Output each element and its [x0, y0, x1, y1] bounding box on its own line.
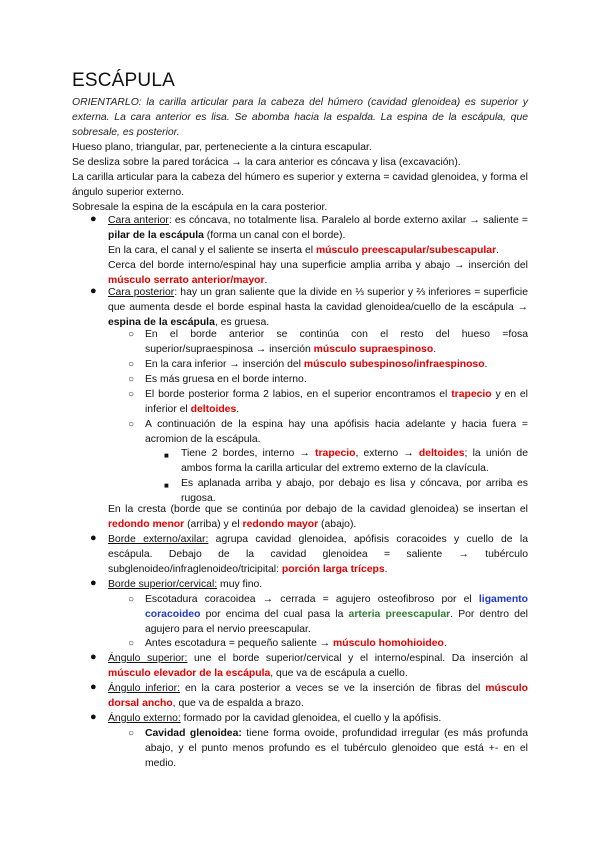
paragraph-4: Sobresale la espina de la escápula en la cara posterior.: [72, 202, 328, 213]
bold-term: espina de la escápula: [108, 317, 215, 329]
text-span: En la cara, el canal y el saliente se inserta el: [108, 245, 316, 256]
bullet-icon: ●: [90, 532, 97, 544]
paragraph-1: Hueso plano, triangular, par, perteneciente a la cintura escapular.: [72, 142, 372, 153]
list-item-angulo-externo: [108, 711, 528, 726]
cara-posterior-sub-3: Es más gruesa en el borde interno.: [145, 374, 307, 385]
text-span: .: [443, 638, 447, 649]
angulo-inferior-label: Ángulo inferior:: [108, 683, 180, 694]
muscle-term: músculo supraespinoso: [313, 344, 434, 356]
angulo-superior-label: Ángulo superior:: [108, 653, 188, 664]
text-span: , que va de escápula a cuello.: [270, 668, 408, 680]
circle-bullet-icon: ○: [128, 329, 135, 340]
bullet-icon: ●: [90, 285, 97, 297]
text-span: : es cóncava, no totalmente lisa. Paralelo al borde externo axilar → saliente =: [168, 215, 528, 226]
cara-posterior-sub-2: [145, 357, 528, 372]
text-span: En la cresta (borde que se continúa por debajo de la cavidad glenoidea) se insertan el: [108, 504, 528, 515]
circle-bullet-icon: ○: [128, 389, 135, 400]
ligament-term: ligamento coracoideo: [145, 594, 528, 621]
text-span: (forma un canal con el borde).: [203, 230, 346, 242]
text-span: , externo →: [355, 448, 419, 459]
bullet-icon: ●: [90, 577, 97, 589]
list-item-cara-posterior: [108, 285, 528, 331]
text-span: : hay un gran saliente que la divide en ⅓ superior y ⅔ inferiores = superficie que aumenta desde el borde espinal hasta la cavidad glenoidea/cuello de la escápula →: [108, 287, 528, 314]
muscle-term: músculo dorsal ancho: [108, 683, 529, 710]
circle-bullet-icon: ○: [128, 419, 135, 430]
text-span: Escotadura coracoidea → cerrada = agujero osteofibroso por el: [145, 594, 479, 605]
circle-bullet-icon: ○: [128, 374, 135, 385]
cara-posterior-sub-4: [145, 387, 528, 417]
artery-term: arteria preescapular: [348, 609, 451, 621]
muscle-term: trapecio: [451, 389, 492, 400]
text-span: une el borde superior/cervical y el interno/espinal. Da inserción al: [187, 653, 528, 664]
bold-term: pilar de la escápula: [108, 230, 204, 242]
muscle-term: trapecio: [315, 448, 356, 459]
muscle-term: porción larga tríceps: [281, 564, 385, 576]
cara-posterior-sub-5: A continuación de la espina hay una apófisis hacia adelante y hacia fuera = acromion de la escápula.: [145, 419, 528, 446]
text-span: formado por la cavidad glenoidea, el cuello y la apófisis.: [180, 713, 442, 724]
acromion-sub-1: [181, 446, 528, 476]
muscle-term: músculo subespinoso/infraespinoso: [303, 359, 485, 370]
text-span: .: [496, 245, 500, 256]
text-span: .: [484, 359, 488, 370]
text-span: muy fino.: [217, 579, 263, 590]
list-item-borde-superior: [108, 577, 528, 592]
text-span: ; la unión de ambos forma la carilla articular del extremo externo de la clavícula.: [181, 448, 528, 475]
text-span: .: [264, 275, 268, 287]
text-span: Tiene 2 bordes, interno →: [181, 448, 316, 459]
text-span: .: [433, 344, 437, 356]
text-span: y en el inferior el: [145, 389, 528, 416]
cara-anterior-line-2: [108, 243, 528, 258]
circle-bullet-icon: ○: [128, 359, 135, 370]
text-span: en la cara posterior a veces se ve la inserción de fibras del: [179, 683, 486, 694]
text-span: .: [236, 404, 240, 416]
bullet-icon: ●: [90, 711, 97, 723]
text-span: Cerca del borde interno/espinal hay una superficie amplia arriba y abajo → inserción del: [108, 260, 528, 271]
text-span: Antes escotadura = pequeño saliente →: [145, 638, 334, 649]
borde-superior-sub-1: [145, 592, 528, 638]
muscle-term: músculo serrato anterior/mayor: [108, 275, 265, 287]
circle-bullet-icon: ○: [128, 728, 135, 739]
text-span: En la cara inferior → inserción del: [145, 359, 304, 370]
angulo-externo-label: Ángulo externo:: [108, 713, 181, 724]
muscle-term: deltoides: [190, 404, 237, 416]
paragraph-2: Se desliza sobre la pared torácica → la cara anterior es cóncava y lisa (excavación).: [72, 157, 461, 168]
cresta-paragraph: [108, 502, 528, 532]
list-item-angulo-inferior: [108, 681, 528, 711]
borde-externo-label: Borde externo/axilar:: [108, 534, 209, 545]
cara-posterior-label: Cara posterior: [108, 287, 175, 298]
paragraph-3: La carilla articular para la cabeza del húmero es superior y externa = cavidad glenoidea, y forma el ángulo superior externo.: [72, 172, 528, 199]
text-span: En el borde anterior se continúa con el resto del hueso =fosa superior/supraespinosa → inserción: [145, 329, 528, 356]
text-span: agrupa cavidad glenoidea, apófisis coracoides y cuello de la escápula. Debajo de la cavidad glenoidea = saliente → tubérculo subglenoideo/infraglenoideo/tricipital:: [108, 534, 529, 576]
cara-posterior-sub-1: [145, 327, 528, 357]
cara-anterior-label: Cara anterior: [108, 215, 169, 226]
muscle-term: músculo preescapular/subescapular: [315, 245, 497, 256]
angulo-externo-sub-1: [145, 726, 528, 772]
square-bullet-icon: ■: [164, 481, 169, 490]
borde-superior-label: Borde superior/cervical:: [108, 579, 218, 590]
list-item-angulo-superior: [108, 651, 528, 681]
borde-superior-sub-2: [145, 636, 528, 651]
text-span: (arriba) y el: [184, 519, 243, 531]
text-span: .: [384, 564, 388, 576]
square-bullet-icon: ■: [164, 451, 169, 460]
text-span: El borde posterior forma 2 labios, en el superior encontramos el: [145, 389, 452, 400]
circle-bullet-icon: ○: [128, 638, 135, 649]
list-item-cara-anterior: [108, 213, 528, 243]
muscle-term: redondo menor: [108, 519, 185, 531]
muscle-term: redondo mayor: [242, 519, 319, 531]
page-title: ESCÁPULA: [72, 70, 175, 91]
muscle-term: músculo elevador de la escápula: [108, 668, 271, 680]
list-item-borde-externo: [108, 532, 528, 578]
bullet-icon: ●: [90, 651, 97, 663]
orientation-note: ORIENTARLO: la carilla articular para la cabeza del húmero (cavidad glenoidea) es superior y externa. La cara anterior es lisa. Se abomba hacia la espalda. La espina de la escápula, que sobresale, es posterior.: [72, 97, 528, 139]
text-span: , es gruesa.: [214, 317, 270, 329]
text-span: por encima del cual pasa la: [200, 609, 349, 621]
muscle-term: deltoides: [418, 448, 465, 459]
bullet-icon: ●: [90, 681, 97, 693]
acromion-sub-2: Es aplanada arriba y abajo, por debajo es lisa y cóncava, por arriba es rugosa.: [181, 478, 528, 505]
text-span: tiene forma ovoide, profundidad irregular (es más profunda abajo, y el punto menos profundo es el tubérculo glenoideo que está +- en el medio.: [145, 728, 528, 770]
muscle-term: músculo homohioideo: [333, 638, 444, 649]
bold-term: Cavidad glenoidea:: [145, 728, 242, 739]
circle-bullet-icon: ○: [128, 594, 135, 605]
bullet-icon: ●: [90, 213, 97, 225]
text-span: (abajo).: [318, 519, 357, 531]
text-span: . Por dentro del agujero para el nervio preescapular.: [145, 609, 528, 636]
text-span: , que va de espalda a brazo.: [172, 698, 304, 710]
cara-anterior-line-3: [108, 258, 528, 288]
